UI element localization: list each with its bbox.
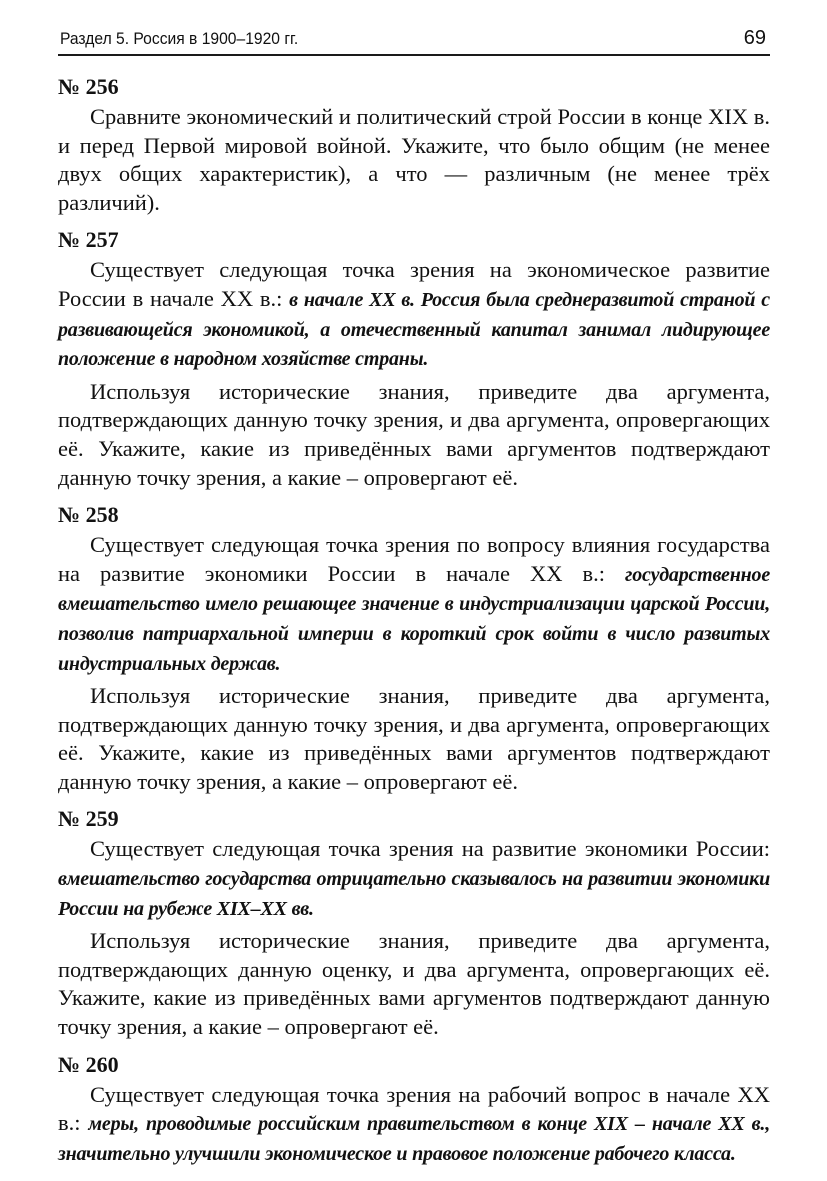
section-title: Раздел 5. Россия в 1900–1920 гг. <box>60 29 299 48</box>
task-instruction <box>58 927 770 1041</box>
task-text <box>58 1081 770 1169</box>
task-text <box>58 835 770 923</box>
viewpoint-quote: вмешательство государства отрицательно сказывалось на развитии экономики России на рубеже XIX–XX вв. <box>58 868 770 920</box>
task-number: № 259 <box>58 806 119 832</box>
task-258 <box>58 498 770 796</box>
page-body <box>58 70 770 1168</box>
task-text <box>58 256 770 373</box>
task-text <box>58 531 770 678</box>
task-259 <box>58 802 770 1041</box>
task-lead: Существует следующая точка зрения на рабочий вопрос в начале XX в.: <box>58 1081 770 1136</box>
task-256 <box>58 70 770 217</box>
task-instruction <box>58 378 770 492</box>
instruction-text: Используя исторические знания, приведите два аргумента, подтверждающих данную точку зрения, и два аргумента, опровергающих её. Укажите, какие из приведённых вами аргументов подтверждают данную точку зрения, а какие – опровергают её. <box>58 378 770 490</box>
task-number: № 260 <box>58 1051 119 1077</box>
page-number: 69 <box>743 27 766 49</box>
instruction-text: Используя исторические знания, приведите два аргумента, подтверждающих данную точку зрения, и два аргумента, опровергающих её. Укажите, какие из приведённых вами аргументов подтверждают данную точку зрения, а какие – опровергают её. <box>58 683 770 794</box>
task-number: № 256 <box>58 74 119 99</box>
task-lead: Существует следующая точка зрения по вопросу влияния государства на развитие экономики России в начале XX в.: <box>58 532 770 586</box>
task-instruction <box>58 682 770 796</box>
task-number: № 257 <box>58 227 119 253</box>
task-lead: Существует следующая точка зрения на развитие экономики России: <box>90 836 770 862</box>
viewpoint-quote: государственное вмешательство имело решающее значение в индустриализации царской России, позволив патриархальной империи в короткий срок войти в число развитых индустриальных держав. <box>58 563 770 675</box>
viewpoint-quote: в начале XX в. Россия была среднеразвитой страной с развивающейся экономикой, а отечественный капитал занимал лидирующее положение в народном хозяйстве страны. <box>58 288 770 371</box>
task-260 <box>58 1048 770 1169</box>
task-statement: Сравните экономический и политический строй России в конце XIX в. и перед Первой мировой войной. Укажите, что было общим (не менее двух общих характеристик), а что — различным (не менее трёх различий). <box>58 104 770 215</box>
task-number: № 258 <box>58 502 119 528</box>
viewpoint-quote: меры, проводимые российским правительством в конце XIX – начале XX в., значительно улучшили экономическое и правовое положение рабочего класса. <box>58 1113 770 1165</box>
task-lead: Существует следующая точка зрения на экономическое развитие России в начале XX в.: <box>58 257 770 311</box>
instruction-text: Используя исторические знания, приведите два аргумента, подтверждающих данную оценку, и два аргумента, опровергающих её. Укажите, какие из приведённых вами аргументов подтверждают данную точку зрения, а какие – опровергают её. <box>58 928 770 1040</box>
running-header <box>58 26 770 56</box>
task-text <box>58 103 770 217</box>
task-257 <box>58 223 770 492</box>
